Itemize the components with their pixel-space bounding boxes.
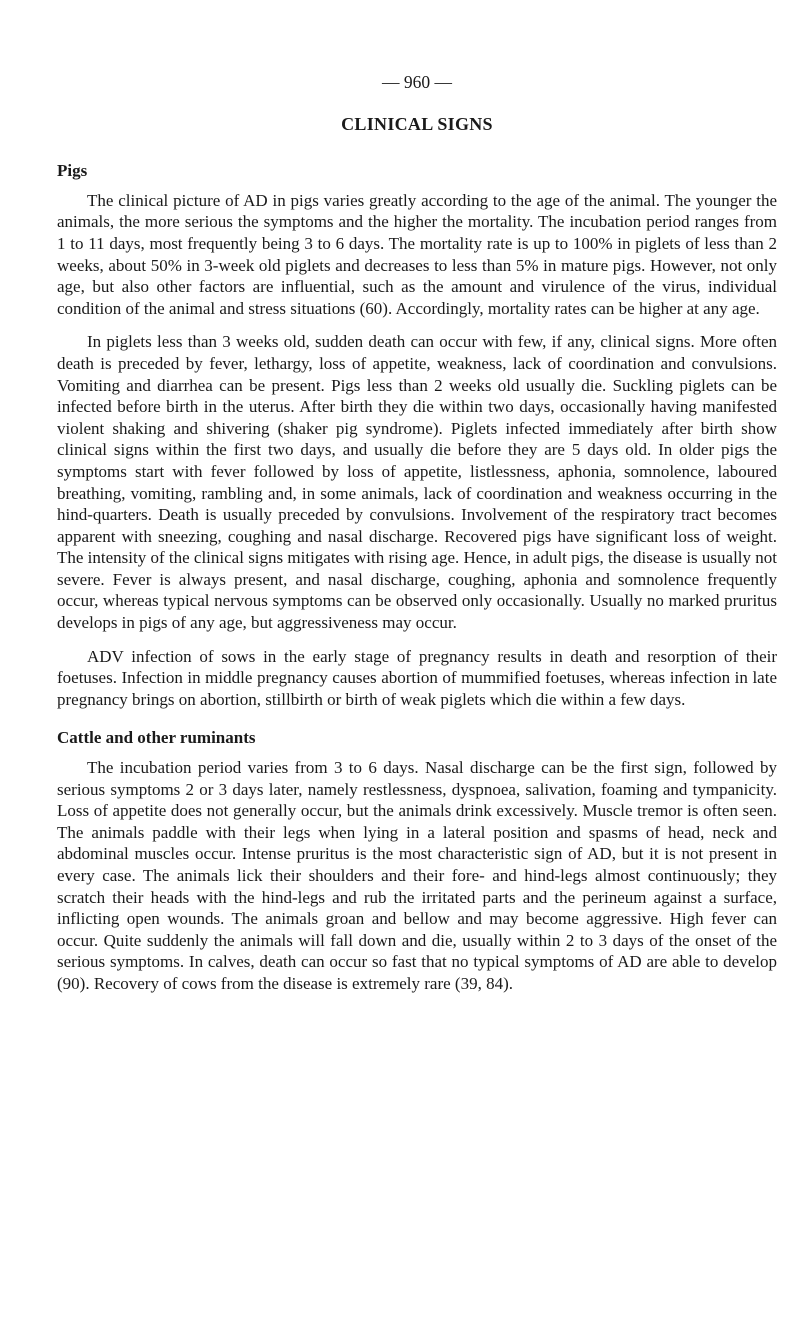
sub-heading-pigs: Pigs [57, 161, 88, 181]
section-title: CLINICAL SIGNS [341, 113, 493, 134]
paragraph: ADV infection of sows in the early stage of pregnancy results in death and resorption of their foetuses. Infection in middle pregnancy causes abortion of mummified foetuses, whereas infection in late pregnancy brings on abortion, stillbirth or birth of weak piglets which die within a few days. [57, 646, 777, 709]
sub-heading-cattle: Cattle and other ruminants [57, 728, 256, 748]
paragraph: The incubation period varies from 3 to 6 days. Nasal discharge can be the first sign, followed by serious symptoms 2 or 3 days later, namely restlessness, dyspnoea, salivation, foaming and tympanicity. Loss of appetite does not generally occur, but the animals drink excessively. Muscle tremor is often seen. The animals paddle with their legs when lying in a lateral position and spasms of head, neck and abdominal muscles occur. Intense pruritus is the most characteristic sign of AD, but it is not present in every case. The animals lick their shoulders and their fore- and hind-legs almost continuously; they scratch their heads with the hind-legs and rub the irritated parts and the perineum against a surface, inflicting open wounds. The animals groan and bellow and may become aggressive. High fever can occur. Quite suddenly the animals will fall down and die, usually within 2 to 3 days of the onset of the serious symptoms. In calves, death can occur so fast that no typical symptoms of AD are able to develop (90). Recovery of cows from the disease is extremely rare (39, 84). [57, 758, 777, 993]
section-cattle [57, 727, 777, 994]
section-pigs [57, 160, 777, 710]
page-number: — 960 — [382, 72, 452, 92]
paragraph: In piglets less than 3 weeks old, sudden death can occur with few, if any, clinical signs. More often death is preceded by fever, lethargy, loss of appetite, weakness, lack of coordination and convulsions. Vomiting and diarrhea can be present. Pigs less than 2 weeks old usually die. Suckling piglets can be infected before birth in the uterus. After birth they die within two days, occasionally having manifested violent shaking and shivering (shaker pig syndrome). Piglets infected immediately after birth show clinical signs within the first two days, and usually die before they are 5 days old. In older pigs the symptoms start with fever followed by loss of appetite, listlessness, aphonia, somnolence, laboured breathing, vomiting, rambling and, in some animals, lack of coordination and weakness occurring in the hind-quarters. Death is usually preceded by convulsions. Involvement of the respiratory tract becomes apparent with sneezing, coughing and nasal discharge. Recovered pigs have significant loss of weight. The intensity of the clinical signs mitigates with rising age. Hence, in adult pigs, the disease is usually not severe. Fever is always present, and nasal discharge, coughing, aphonia and somnolence frequently occur, whereas typical nervous symptoms can be observed only occasionally. Usually no marked pruritus develops in pigs of any age, but aggressiveness may occur. [57, 332, 778, 633]
paragraph: The clinical picture of AD in pigs varies greatly according to the age of the animal. The younger the animals, the more serious the symptoms and the higher the mortality. The incubation period ranges from 1 to 11 days, most frequently being 3 to 6 days. The mortality rate is up to 100% in piglets of less than 2 weeks, about 50% in 3-week old piglets and decreases to less than 5% in mature pigs. However, not only age, but also other factors are influential, such as the amount and virulence of the virus, individual condition of the animal and stress situations (60). Accordingly, mortality rates can be higher at any age. [57, 190, 777, 318]
